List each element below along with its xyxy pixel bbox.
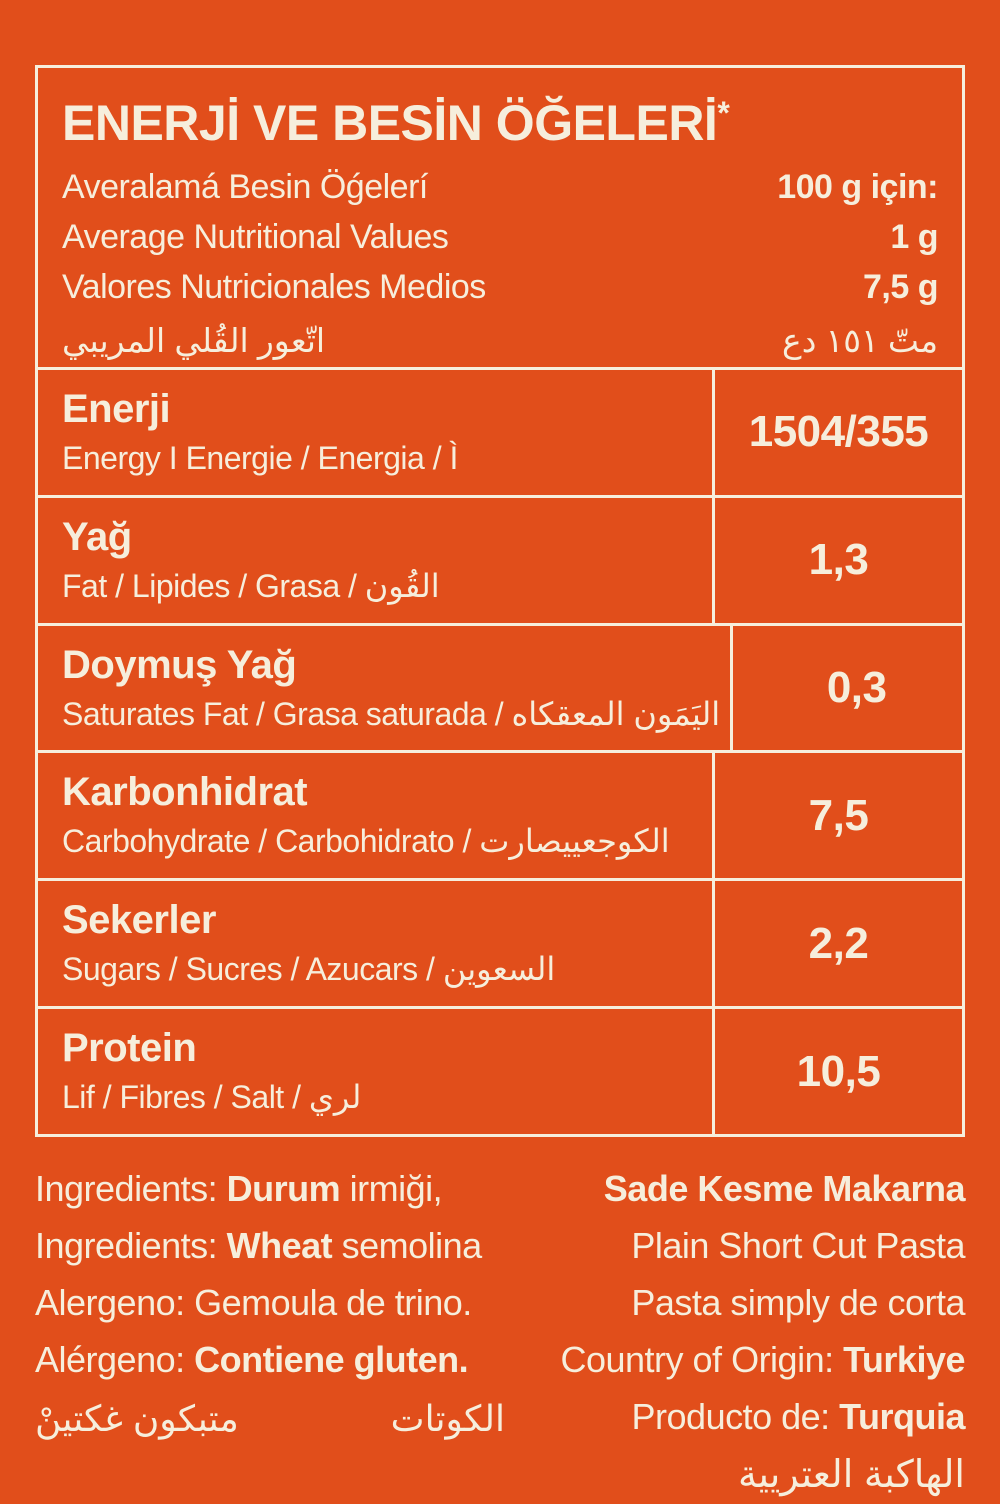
nutrient-label-cell — [38, 753, 712, 878]
nutrient-value: 10,5 — [712, 1009, 962, 1134]
line-text: Country of Origin: — [560, 1339, 844, 1380]
subtitle-left: Average Nutritional Values — [62, 218, 449, 256]
nutrient-label-cell — [38, 498, 712, 623]
line-text: semolina — [332, 1225, 482, 1266]
nutrient-value: 1504/355 — [712, 370, 962, 495]
product-name-english — [445, 1217, 965, 1274]
ingredients-block — [35, 1160, 505, 1447]
nutrient-translations: Sugars / Sucres / Azucars / السعوين — [62, 951, 556, 988]
nutrient-row-carbohydrate — [38, 750, 962, 878]
line-text: Ingredients: — [35, 1168, 227, 1209]
nutrient-label-cell — [38, 370, 712, 495]
allergen-line-spanish — [35, 1274, 505, 1331]
nutrient-value: 2,2 — [712, 881, 962, 1006]
product-name-spanish — [445, 1274, 965, 1331]
nutrient-translations: Carbohydrate / Carbohidrato / الكوجعييصارت — [62, 823, 670, 860]
subtitle-row-arabic — [62, 312, 938, 370]
line-text-bold: Sade Kesme Makarna — [603, 1168, 965, 1209]
ingredients-line-turkish — [35, 1160, 505, 1217]
producto-de-line — [445, 1388, 965, 1445]
subtitle-left: اتّعور القُلي المريبي — [62, 322, 326, 359]
ingredients-line-english — [35, 1217, 505, 1274]
nutrient-label-cell — [38, 626, 730, 751]
arabic-text: الكوتات — [390, 1398, 505, 1439]
subtitle-left: Valores Nutricionales Medios — [62, 268, 486, 306]
line-text-bold: Wheat — [226, 1225, 333, 1266]
subtitle-left: Averalamá Besin Öǵelerí — [62, 168, 428, 206]
line-text: Alergeno: Gemoula de trino. — [35, 1282, 472, 1323]
nutrient-translations: Saturates Fat / Grasa saturada / اليَمَون المعقكاه — [62, 695, 721, 732]
line-text: Pasta simply de corta — [631, 1282, 965, 1323]
nutrient-row-energy — [38, 370, 962, 495]
subtitle-right: 1 g — [890, 218, 938, 256]
line-text-bold: Contiene gluten. — [194, 1339, 469, 1380]
nutrient-label-cell — [38, 1009, 712, 1134]
nutrition-table — [35, 65, 965, 1137]
line-text-bold: Durum — [226, 1168, 341, 1209]
table-header — [38, 68, 962, 370]
nutrient-row-sugars — [38, 878, 962, 1006]
nutrient-value: 0,3 — [730, 626, 980, 751]
subtitle-row-spanish — [62, 262, 938, 312]
line-text: irmiği, — [340, 1168, 443, 1209]
ingredients-line-arabic — [35, 1390, 505, 1447]
subtitle-right: متّ ١٥١ دع — [782, 322, 938, 359]
nutrient-name: Enerji — [62, 386, 171, 431]
line-text-bold: Turkiye — [843, 1339, 965, 1380]
line-text: Ingredients: — [35, 1225, 227, 1266]
nutrient-translations: Lif / Fibres / Salt / لري — [62, 1079, 362, 1116]
nutrient-row-protein — [38, 1006, 962, 1134]
line-text-bold: Turquia — [839, 1396, 965, 1437]
allergen-line-gluten — [35, 1331, 505, 1388]
nutrient-name: Karbonhidrat — [62, 770, 308, 815]
title-asterisk: * — [717, 95, 730, 131]
nutrient-name: Protein — [62, 1026, 197, 1071]
product-name-turkish — [445, 1160, 965, 1217]
nutrient-name: Sekerler — [62, 898, 216, 943]
line-text: Producto de: — [631, 1396, 840, 1437]
nutrient-translations: Fat / Lipides / Grasa / القُون — [62, 567, 440, 604]
subtitle-right: 100 g için: — [777, 168, 938, 206]
product-name-arabic: الهاكبة العتريية — [737, 1454, 965, 1496]
nutrient-translations: Energy I Energie / Energia / Ì — [62, 439, 458, 476]
nutrient-row-fat — [38, 495, 962, 623]
nutrient-name: Yağ — [62, 514, 132, 559]
title-text: ENERJİ VE BESİN ÖĞELERİ — [62, 95, 718, 151]
page-title — [62, 84, 938, 152]
subtitle-row-turkish — [62, 162, 938, 212]
line-text: Plain Short Cut Pasta — [631, 1225, 965, 1266]
subtitle-row-english — [62, 212, 938, 262]
nutrient-label-cell — [38, 881, 712, 1006]
subtitle-right: 7,5 g — [863, 268, 938, 306]
nutrient-value: 7,5 — [712, 753, 962, 878]
nutrient-name: Doymuş Yağ — [62, 642, 297, 687]
nutrient-row-saturated-fat — [38, 623, 962, 751]
nutrient-value: 1,3 — [712, 498, 962, 623]
arabic-text: متبكون غكتينْ — [35, 1398, 239, 1439]
product-info-block — [445, 1160, 965, 1504]
country-of-origin-line — [445, 1331, 965, 1388]
line-text: Alérgeno: — [35, 1339, 195, 1380]
